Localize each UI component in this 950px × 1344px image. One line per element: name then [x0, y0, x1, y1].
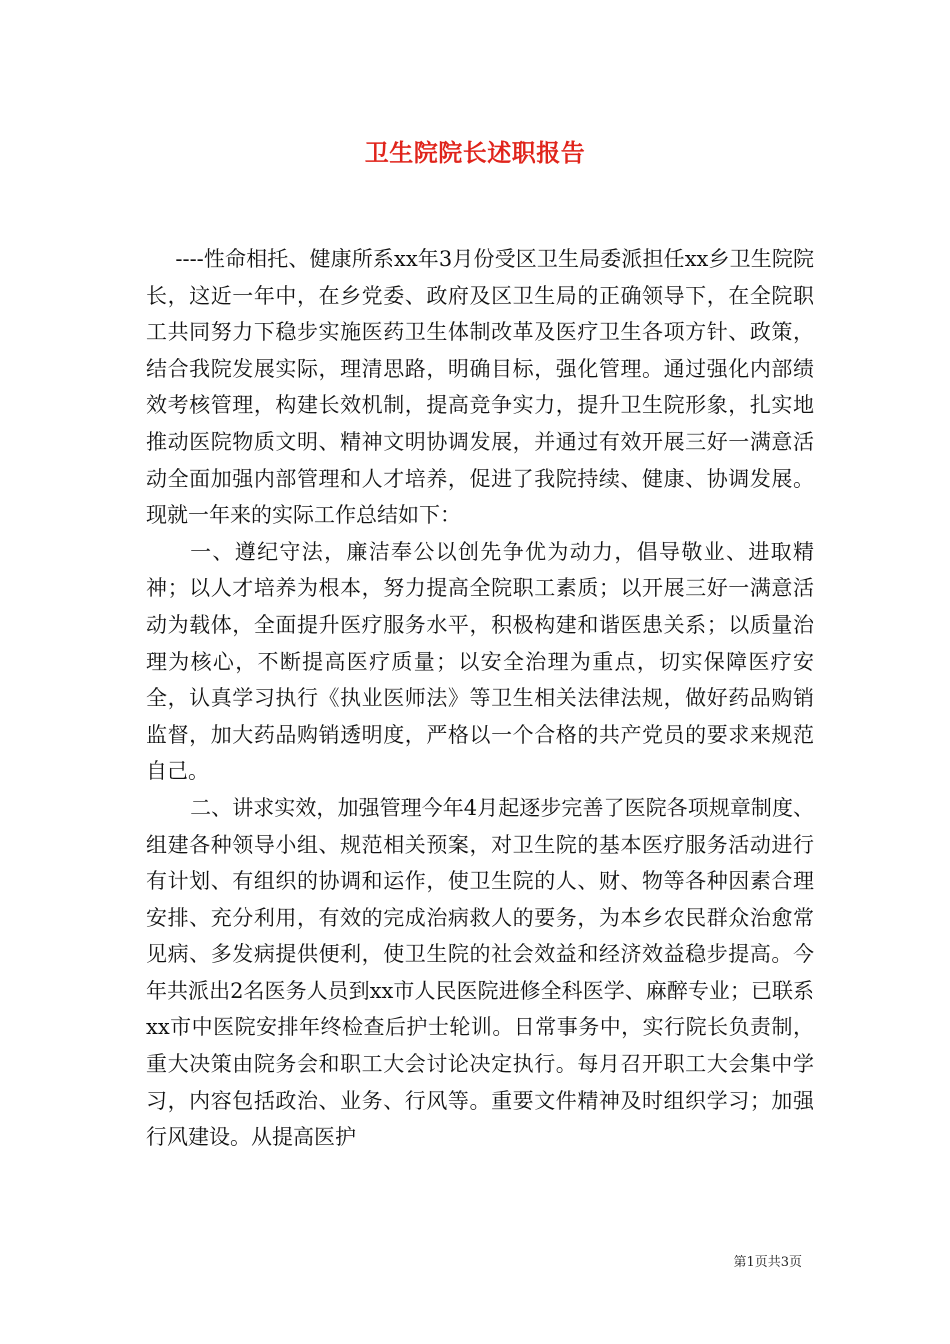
paragraph-intro: ----性命相托、健康所系xx年3月份受区卫生局委派担任xx乡卫生院院长，这近一年中，在乡党委、政府及区卫生局的正确领导下，在全院职工共同努力下稳步实施医药卫生体制改革及医疗卫生各项方针、政策，结合我院发展实际，理清思路，明确目标，强化管理。通过强化内部绩效考核管理，构建长效机制，提高竞争实力，提升卫生院形象，扎实地推动医院物质文明、精神文明协调发展，并通过有效开展三好一满意活动全面加强内部管理和人才培养，促进了我院持续、健康、协调发展。现就一年来的实际工作总结如下： — [146, 247, 814, 528]
paragraph-section-1: 一、遵纪守法，廉洁奉公以创先争优为动力，倡导敬业、进取精神；以人才培养为根本，努力提高全院职工素质；以开展三好一满意活动为载体，全面提升医疗服务水平，积极构建和谐医患关系；以质量治理为核心，不断提高医疗质量；以安全治理为重点，切实保障医疗安全，认真学习执行《执业医师法》等卫生相关法律法规，做好药品购销监督，加大药品购销透明度，严格以一个合格的共产党员的要求来规范自己。 — [146, 539, 814, 784]
paragraph-section-2: 二、讲求实效，加强管理今年4月起逐步完善了医院各项规章制度、组建各种领导小组、规范相关预案，对卫生院的基本医疗服务活动进行有计划、有组织的协调和运作，使卫生院的人、财、物等各种因素合理安排、充分利用，有效的完成治病救人的要务，为本乡农民群众治愈常见病、多发病提供便利，使卫生院的社会效益和经济效益稳步提高。今年共派出2名医务人员到xx市人民医院进修全科医学、麻醉专业；已联系xx市中医院安排年终检查后护士轮训。日常事务中，实行院长负责制，重大决策由院务会和职工大会讨论决定执行。每月召开职工大会集中学习，内容包括政治、业务、行风等。重要文件精神及时组织学习；加强行风建设。从提高医护 — [146, 795, 814, 1150]
document-body — [146, 241, 814, 1156]
page-number: 第1页共3页 — [733, 1255, 802, 1270]
document-title: 卫生院院长述职报告 — [364, 138, 586, 167]
